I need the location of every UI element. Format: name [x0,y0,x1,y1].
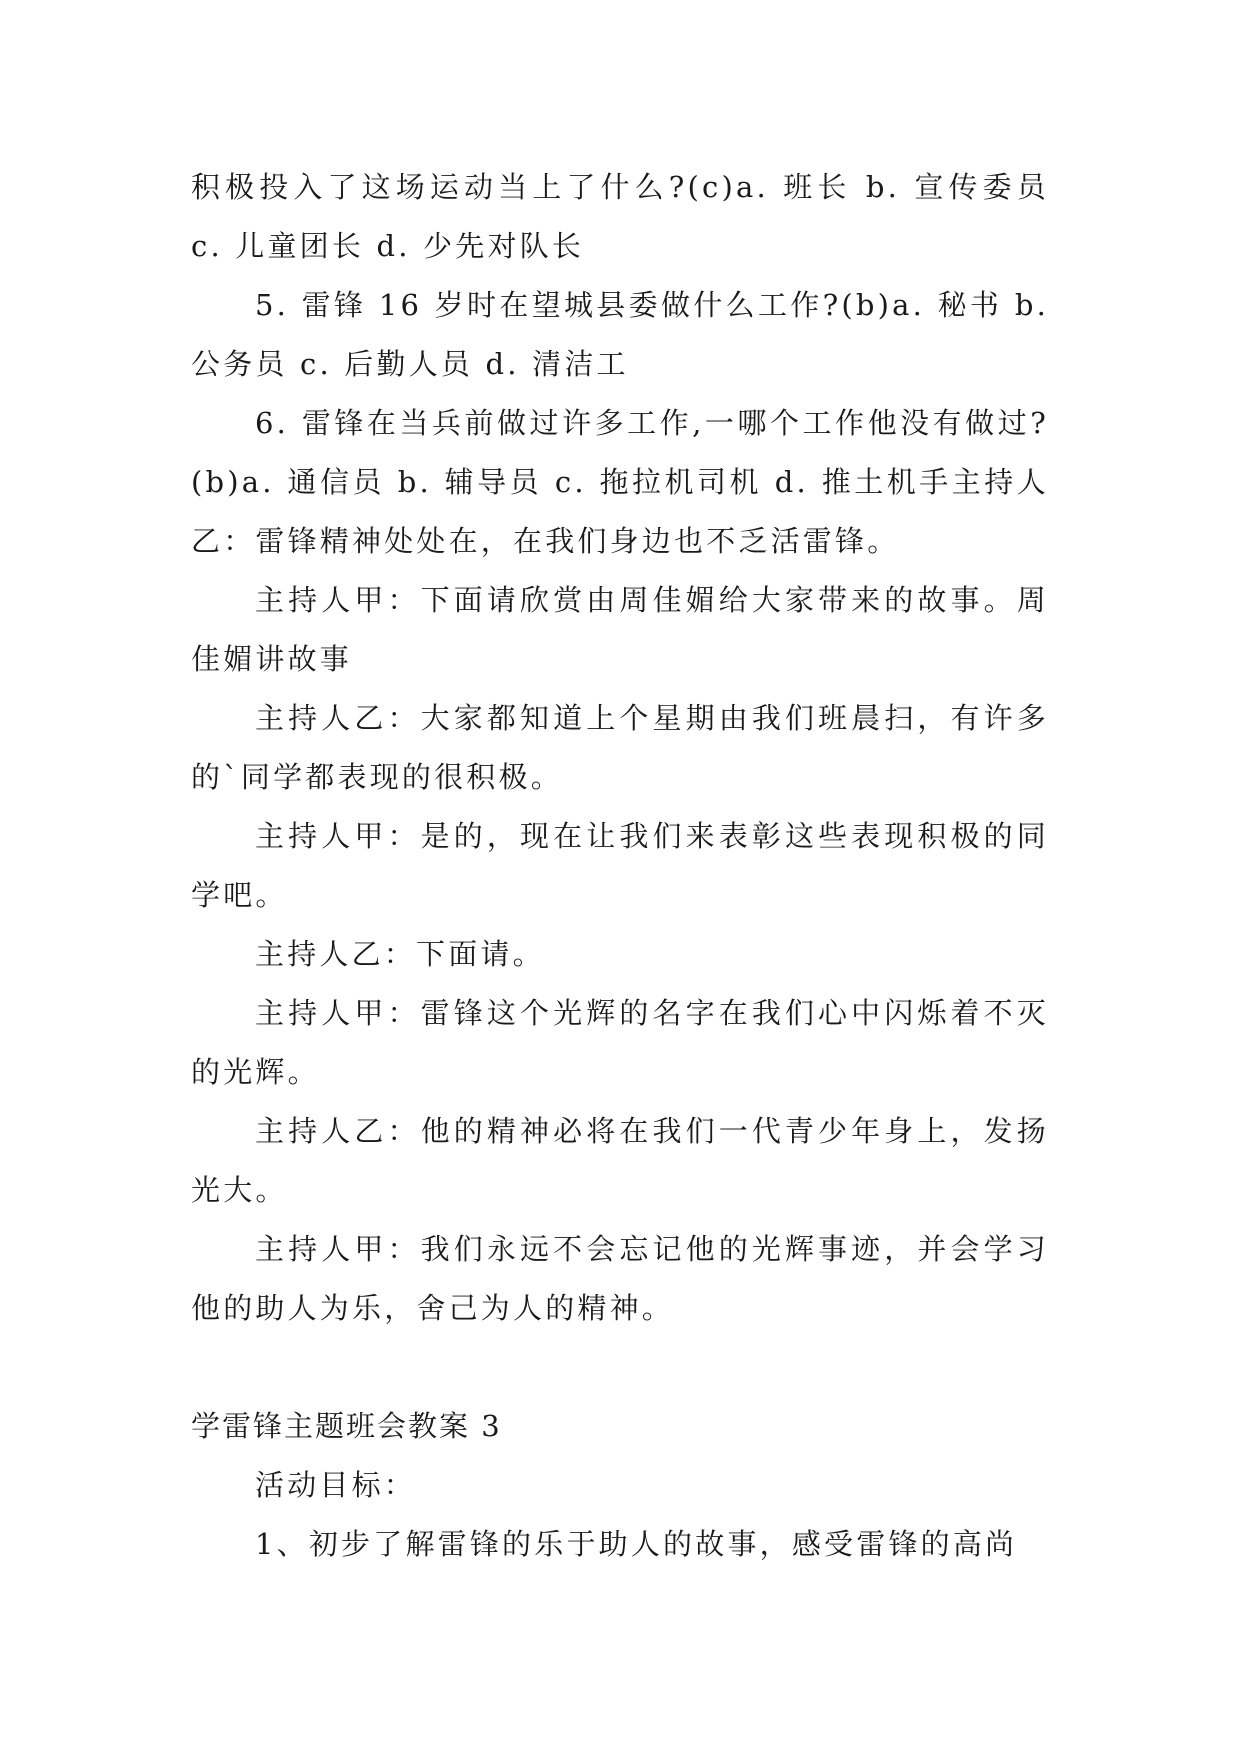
paragraph-host-a-name: 主持人甲：雷锋这个光辉的名字在我们心中闪烁着不灭的光辉。 [191,996,1049,1089]
paragraph-question-6: 6. 雷锋在当兵前做过许多工作,一哪个工作他没有做过?(b)a. 通信员 b. 辅导员 c. 拖拉机司机 d. 推土机手主持人乙：雷锋精神处处在，在我们身边也不乏活雷锋。 [191,406,1049,558]
paragraph-goal-1: 1、初步了解雷锋的乐于助人的故事，感受雷锋的高尚 [255,1527,1018,1561]
paragraph-host-a-story: 主持人甲：下面请欣赏由周佳媚给大家带来的故事。周佳媚讲故事 [191,583,1049,676]
paragraph-host-a-commend: 主持人甲：是的，现在让我们来表彰这些表现积极的同学吧。 [191,819,1049,912]
paragraph-host-a-remember: 主持人甲：我们永远不会忘记他的光辉事迹，并会学习他的助人为乐，舍己为人的精神。 [191,1232,1049,1325]
paragraph-host-b-spirit: 主持人乙：他的精神必将在我们一代青少年身上，发扬光大。 [191,1114,1049,1207]
paragraph-question-4-continued: 积极投入了这场运动当上了什么?(c)a. 班长 b. 宣传委员 c. 儿童团长 d. 少先对队长 [191,170,1049,263]
paragraph-question-5: 5. 雷锋 16 岁时在望城县委做什么工作?(b)a. 秘书 b. 公务员 c. 后勤人员 d. 清洁工 [191,288,1049,381]
paragraph-goal-heading: 活动目标： [255,1468,417,1502]
paragraph-host-b-cleaning: 主持人乙：大家都知道上个星期由我们班晨扫，有许多的`同学都表现的很积极。 [191,701,1049,794]
paragraph-host-b-invite: 主持人乙：下面请。 [255,937,545,971]
section-title: 学雷锋主题班会教案 3 [191,1409,502,1443]
document-body [191,158,1049,1574]
